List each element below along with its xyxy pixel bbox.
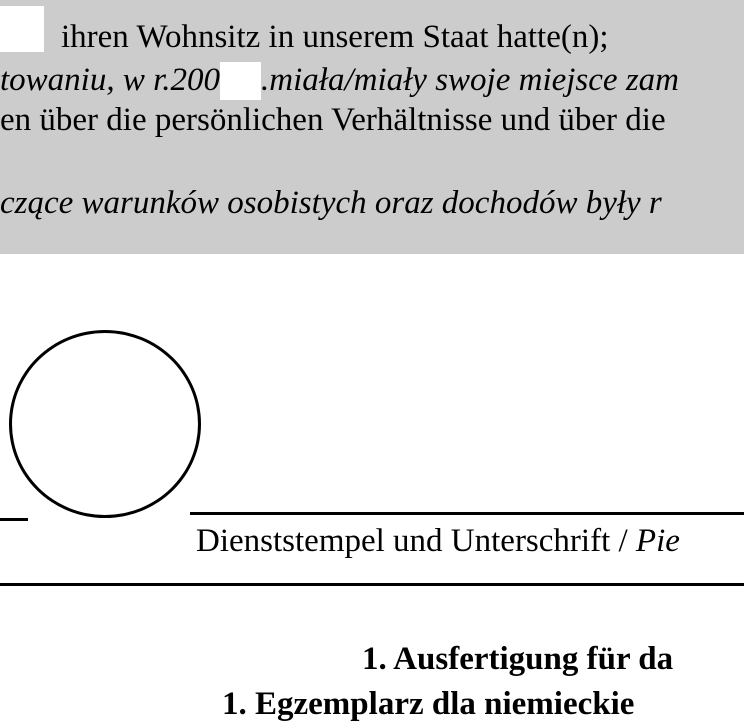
residence-field[interactable] <box>0 6 44 52</box>
copy-designation-de: 1. Ausfertigung für da <box>362 641 674 677</box>
section-divider <box>0 583 744 586</box>
residence-text-pl-start: towaniu, w r.200 <box>0 62 221 98</box>
signature-label-pl: Pie <box>635 523 680 559</box>
signature-line <box>190 512 744 515</box>
circumstances-text-de: en über die persönlichen Verhältnisse und über die <box>0 102 666 138</box>
year-field[interactable] <box>220 62 261 100</box>
residence-text-de: ihren Wohnsitz in unserem Staat hatte(n); <box>61 19 609 55</box>
signature-label <box>196 521 680 561</box>
circumstances-text-pl: czące warunków osobistych oraz dochodów były r <box>0 185 662 221</box>
copy-designation-pl: 1. Egzemplarz dla niemieckie <box>222 686 635 722</box>
stamp-underline <box>0 518 28 521</box>
residence-text-pl <box>0 60 679 100</box>
signature-label-de: Dienststempel und Unterschrift / <box>196 523 636 559</box>
residence-text-pl-end: .miała/miały swoje miejsce zam <box>261 62 679 98</box>
official-stamp-circle <box>9 330 201 518</box>
